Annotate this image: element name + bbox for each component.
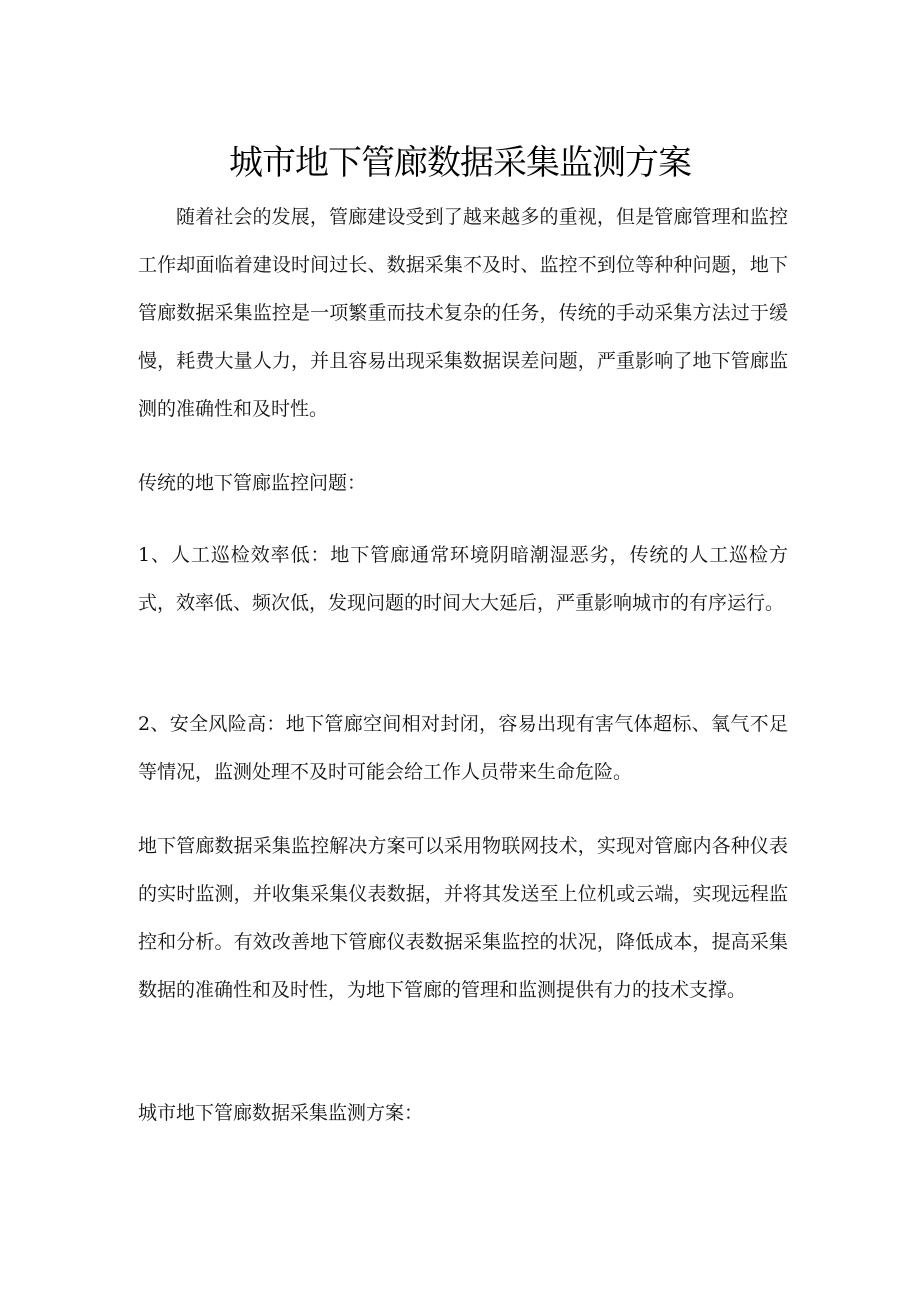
problems-heading: 传统的地下管廊监控问题： <box>138 472 367 494</box>
problem-1-paragraph: 1、人工巡检效率低：地下管廊通常环境阴暗潮湿恶劣，传统的人工巡检方式，效率低、频次低，发现问题的时间大大延后，严重影响城市的有序运行。 <box>138 544 788 614</box>
intro-paragraph: 随着社会的发展，管廊建设受到了越来越多的重视，但是管廊管理和监控工作却面临着建设时间过长、数据采集不及时、监控不到位等种种问题，地下管廊数据采集监控是一项繁重而技术复杂的任务，传统的手动采集方法过于缓慢，耗费大量人力，并且容易出现采集数据误差问题，严重影响了地下管廊监测的准确性和及时性。 <box>138 206 788 420</box>
solution-paragraph: 地下管廊数据采集监控解决方案可以采用物联网技术，实现对管廊内各种仪表的实时监测，并收集采集仪表数据，并将其发送至上位机或云端，实现远程监控和分析。有效改善地下管廊仪表数据采集监控的状况，降低成本，提高采集数据的准确性和及时性，为地下管廊的管理和监测提供有力的技术支撑。 <box>138 835 788 1001</box>
problem-2-paragraph: 2、安全风险高：地下管廊空间相对封闭，容易出现有害气体超标、氧气不足等情况，监测处理不及时可能会给工作人员带来生命危险。 <box>138 713 788 783</box>
scheme-heading: 城市地下管廊数据采集监测方案： <box>138 1102 424 1124</box>
document-title: 城市地下管廊数据采集监测方案 <box>229 143 691 183</box>
